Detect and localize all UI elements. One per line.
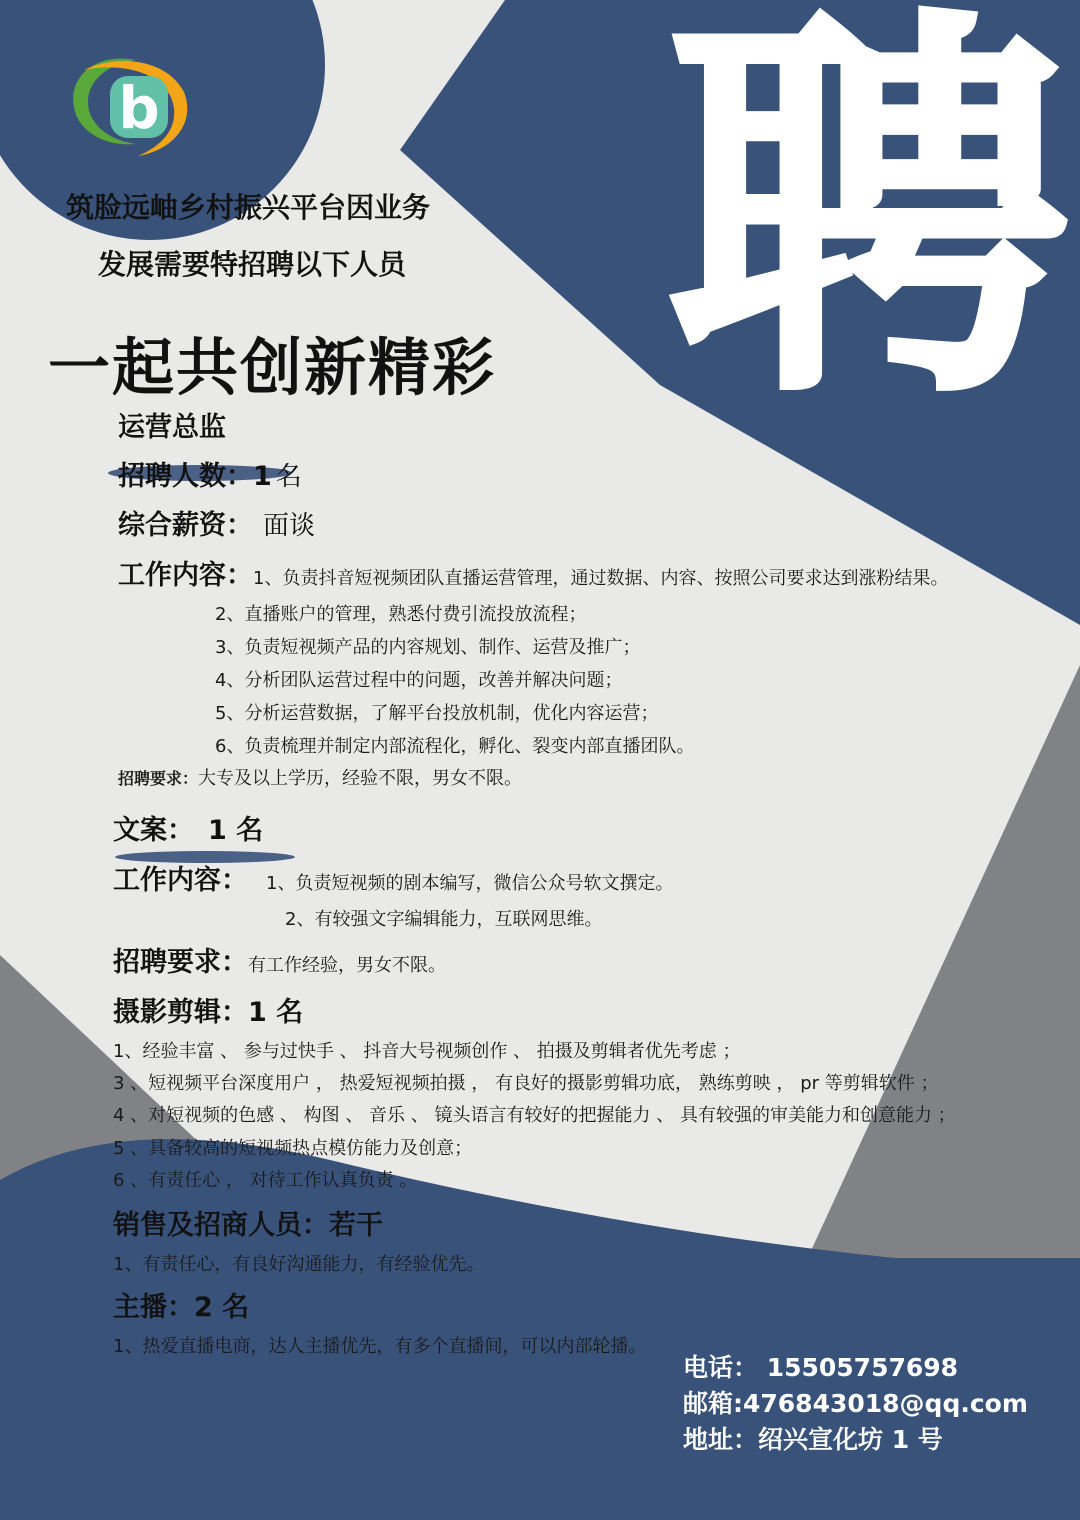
duty-item: 5、分析运营数据，了解平台投放机制，优化内容运营； xyxy=(215,703,659,724)
duties-row xyxy=(118,553,948,592)
photo-editor-item: 5 、具备较高的短视频热点模仿能力及创意； xyxy=(113,1138,473,1159)
company-logo xyxy=(66,52,196,162)
intro-line-2: 发展需要特招聘以下人员 xyxy=(98,248,407,281)
position-title: 运营总监 xyxy=(118,412,226,443)
copywriter-requirement-row xyxy=(113,940,446,979)
duty-item: 3、负责短视频产品的内容规划、制作、运营及推广； xyxy=(215,637,641,658)
requirement-label: 招聘要求： xyxy=(118,769,199,788)
copywriter-duties-row xyxy=(113,858,673,897)
streamer-item: 1、热爱直播电商，达人主播优先，有多个直播间，可以内部轮播。 xyxy=(113,1336,647,1357)
slogan: 一起共创新精彩 xyxy=(48,331,497,404)
salary-row xyxy=(118,503,315,542)
duty-item: 4、分析团队运营过程中的问题，改善并解决问题； xyxy=(215,670,623,691)
requirement-value: 大专及以上学历，经验不限，男女不限。 xyxy=(198,768,523,789)
copywriter-count: 1 名 xyxy=(208,815,264,846)
recruit-count-value: 1 xyxy=(253,461,272,492)
duty-item: 6、负责梳理并制定内部流程化，孵化、裂变内部直播团队。 xyxy=(215,736,695,757)
duty-item: 1、负责抖音短视频团队直播运营管理，通过数据、内容、按照公司要求达到涨粉结果。 xyxy=(253,568,949,589)
requirement-row xyxy=(118,764,522,790)
contact-address: 地址：绍兴宣化坊 1 号 xyxy=(683,1425,943,1454)
salary-value: 面谈 xyxy=(263,511,316,541)
sales-item: 1、有责任心，有良好沟通能力，有经验优先。 xyxy=(113,1254,485,1275)
copywriter-title: 文案： xyxy=(113,815,194,846)
sales-title: 销售及招商人员：若干 xyxy=(113,1210,383,1241)
duties-label: 工作内容： xyxy=(118,560,253,591)
copywriter-requirement-value: 有工作经验，男女不限。 xyxy=(248,955,446,976)
logo-letter: b xyxy=(118,74,160,142)
copywriter-duties-label: 工作内容： xyxy=(113,865,248,896)
copywriter-duty-item: 2、有较强文字编辑能力，互联网思维。 xyxy=(285,909,603,930)
recruit-count-row xyxy=(118,454,302,493)
duty-item: 2、直播账户的管理，熟悉付费引流投放流程； xyxy=(215,604,587,625)
contact-phone: 电话： 15505757698 xyxy=(683,1353,959,1382)
big-pin-character: 聘 xyxy=(668,0,1068,445)
photo-editor-title: 摄影剪辑：1 名 xyxy=(113,997,304,1028)
copywriter-requirement-label: 招聘要求： xyxy=(113,947,248,978)
photo-editor-item: 3 、短视频平台深度用户 ， 热爱短视频拍摄 ， 有良好的摄影剪辑功底， 熟练剪映 ， pr 等剪辑软件 ； xyxy=(113,1073,939,1094)
copywriter-duty-item: 1、负责短视频的剧本编写，微信公众号软文撰定。 xyxy=(266,873,674,894)
copywriter-title-row xyxy=(113,808,263,847)
photo-editor-item: 4 、对短视频的色感 、 构图 、 音乐 、 镜头语言有较好的把握能力 、 具有较强的审美能力和创意能力 ； xyxy=(113,1105,956,1126)
photo-editor-item: 1、经验丰富 、 参与过快手 、 抖音大号视频创作 、 拍摄及剪辑者优先考虑 ； xyxy=(113,1041,741,1062)
salary-label: 综合薪资： xyxy=(118,510,253,541)
recruit-count-label: 招聘人数： xyxy=(118,461,253,492)
recruit-count-unit: 名 xyxy=(275,462,302,492)
streamer-title: 主播：2 名 xyxy=(113,1292,250,1323)
photo-editor-item: 6 、有责任心 ， 对待工作认真负责 。 xyxy=(113,1170,418,1191)
intro-line-1: 筑脸远岫乡村振兴平台因业务 xyxy=(66,191,431,224)
contact-email: 邮箱:476843018@qq.com xyxy=(683,1389,1028,1418)
